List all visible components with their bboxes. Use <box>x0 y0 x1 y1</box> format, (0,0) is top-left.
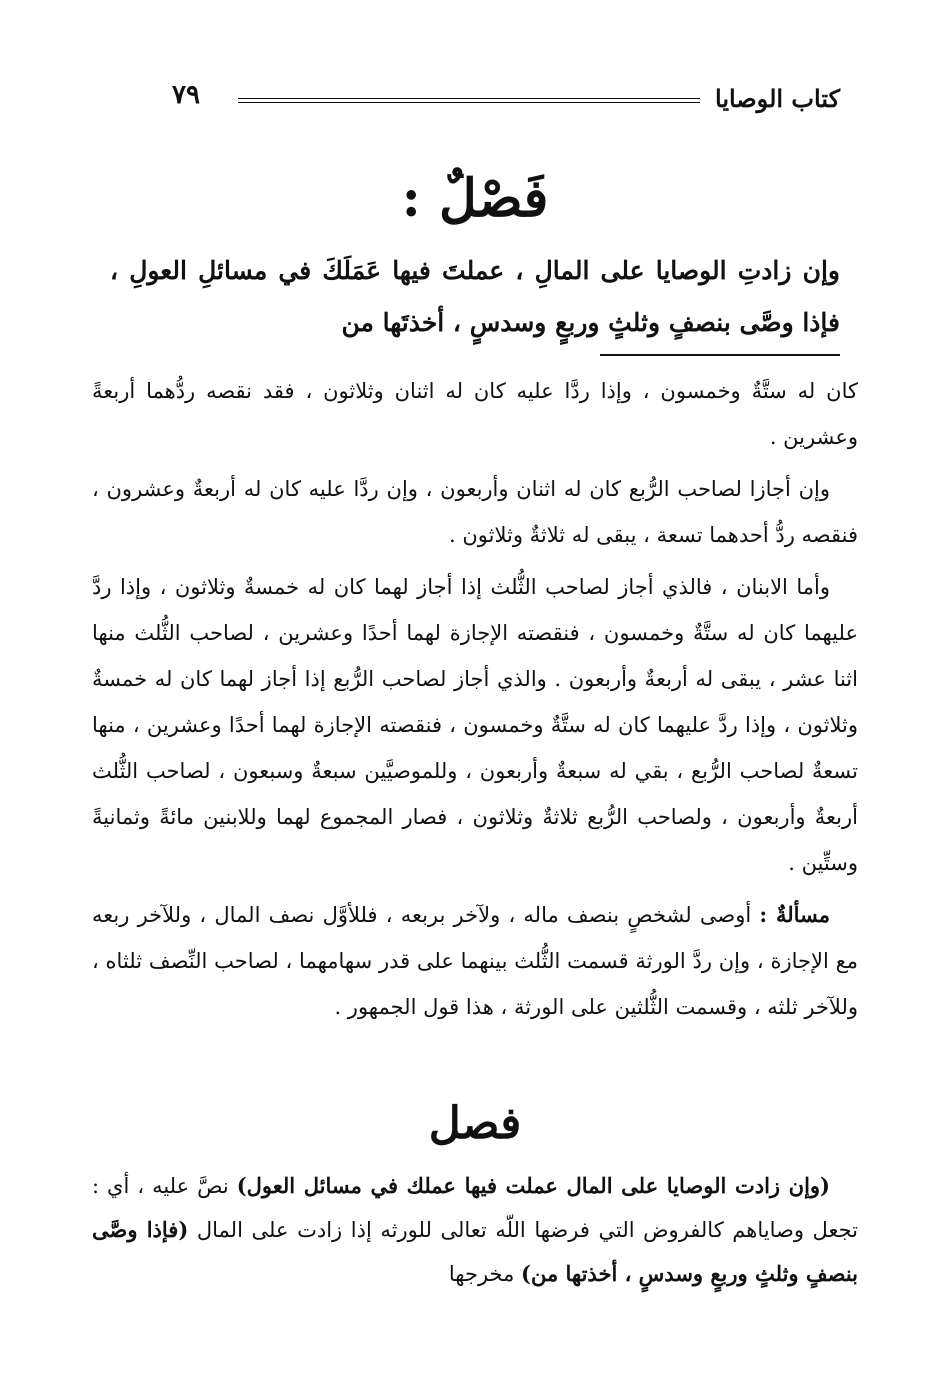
matn-text: وإن زادتِ الوصايا على المالِ ، عملتَ فيها عَمَلَكَ في مسائلِ العولِ ، فإذا وصَّى بنصفٍ وثلثٍ وربعٍ وسدسٍ ، أخذتَها من <box>110 256 840 337</box>
page-header <box>150 80 840 120</box>
page-number: ٧٩ <box>172 80 200 110</box>
matn-separator <box>600 354 840 356</box>
quoted-matn: (فإذا وصَّى بنصفٍ وثلثٍ وربعٍ وسدسٍ ، أخذتها من) <box>92 1217 858 1286</box>
commentary-text: مخرجها <box>448 1262 522 1286</box>
issue-paragraph <box>92 892 858 1030</box>
commentary-paragraph: كان له ستَّةٌ وخمسون ، وإذا ردَّا عليه كان له اثنان وثلاثون ، فقد نقصه ردُّهما أربعةً وعشرين . <box>92 379 858 449</box>
section-heading: فَصْلٌ : <box>401 168 549 229</box>
commentary-body-2 <box>92 1164 858 1296</box>
quoted-matn: (وإن زادت الوصايا على المال عملت فيها عملك في مسائل العول) <box>236 1173 830 1198</box>
commentary-body <box>92 368 858 1036</box>
issue-term: مسألةٌ : <box>759 902 830 927</box>
book-title: كتاب الوصايا <box>715 84 840 113</box>
section-heading-2: فصل <box>428 1098 522 1149</box>
commentary-paragraph: وإن أجازا لصاحب الرُّبع كان له اثنان وأربعون ، وإن ردَّا عليه كان له أربعةٌ وعشرون ، فنقصه ردُّ أحدهما تسعة ، يبقى له ثلاثةٌ وثلاثون . <box>92 477 858 547</box>
issue-text: أوصى لشخصٍ بنصف ماله ، ولآخر بربعه ، فللأوَّل نصف المال ، وللآخر ربعه مع الإجازة ، وإن ردَّ الورثة قسمت الثُّلث بينهما على قدر سهامهما ، لصاحب النِّصف ثلثاه ، وللآخر ثلثه ، وقسمت الثُّلثين على الورثة ، هذا قول الجمهور . <box>92 903 858 1019</box>
header-rule <box>238 98 700 103</box>
commentary-paragraph <box>92 1164 858 1296</box>
commentary-text: نصَّ عليه ، أي : تجعل وصاياهم كالفروض التي فرضها اللّه تعالى للورثه إذا زادت على المال <box>92 1174 858 1242</box>
commentary-paragraph: وأما الابنان ، فالذي أجاز لصاحب الثُّلث إذا أجاز لهما كان له خمسةٌ وثلاثون ، وإذا ردَّ عليهما كان له ستَّةٌ وخمسون ، فنقصته الإجازة لهما أحدًا وعشرين ، لصاحب الثُّلث منها اثنا عشر ، يبقى له أربعةٌ وأربعون . والذي أجاز لصاحب الرُّبع إذا أجاز لهما كان له خمسةٌ وثلاثون ، وإذا ردَّ عليهما كان له ستَّةٌ وخمسون ، فنقصته الإجازة لهما أحدًا وعشرين ، منها تسعةٌ لصاحب الرُّبع ، بقي له سبعةٌ وأربعون ، وللموصيَّين سبعةٌ وسبعون ، لصاحب الثُّلث أربعةٌ وأربعون ، ولصاحب الرُّبع ثلاثةٌ وثلاثون ، فصار المجموع لهما وللابنين مائةً وثمانيةً وستِّين . <box>92 575 858 875</box>
